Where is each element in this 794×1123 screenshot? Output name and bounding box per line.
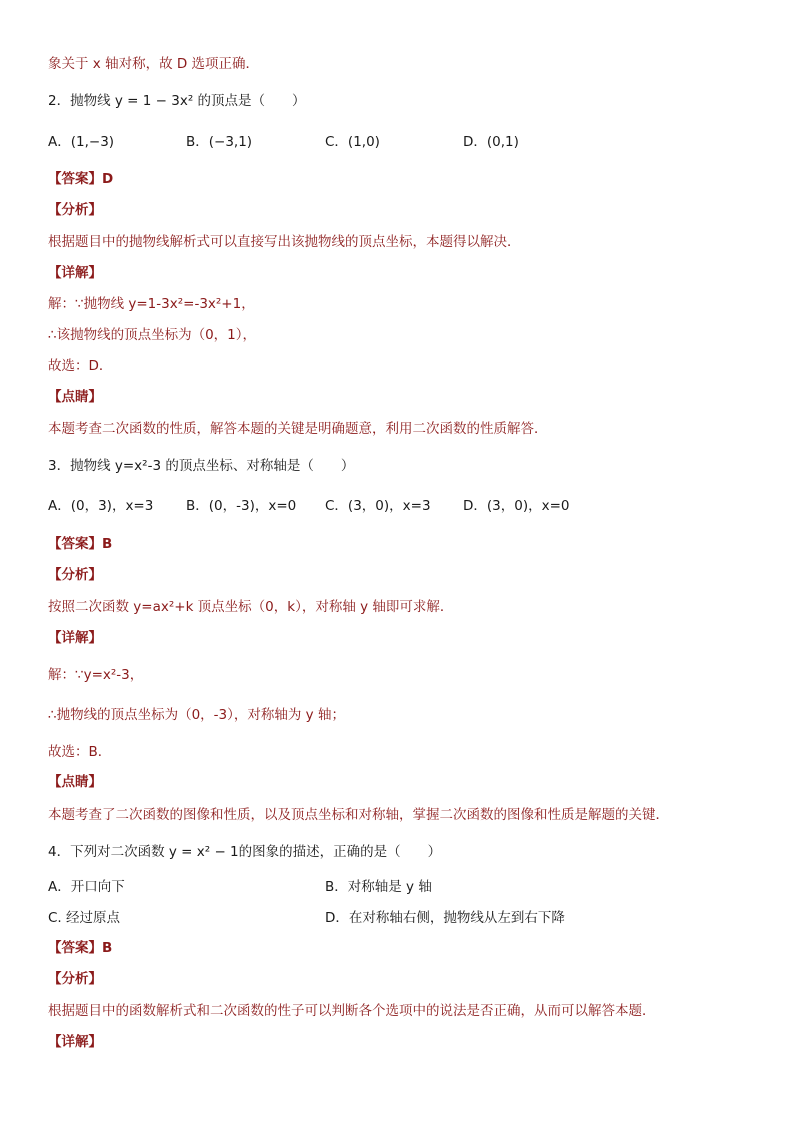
q2-option-a: A．(1,−3) (48, 134, 115, 150)
q2-answer: 【答案】D (48, 171, 114, 187)
q4-detail-tag: 【详解】 (48, 1034, 102, 1050)
q2-detail-3: 故选：D． (48, 358, 113, 374)
q3-detail-2: ∴抛物线的顶点坐标为（0，-3），对称轴为 y 轴； (48, 707, 345, 723)
q3-analysis: 按照二次函数 y=ax²+k 顶点坐标（0，k），对称轴 y 轴即可求解． (48, 599, 454, 615)
q4-option-b: B．对称轴是 y 轴 (325, 879, 432, 895)
q3-option-c: C．(3，0)，x=3 (325, 498, 431, 514)
q3-comment-tag: 【点睛】 (48, 774, 102, 790)
q3-detail-tag: 【详解】 (48, 630, 102, 646)
q2-option-d: D．(0,1) (463, 134, 519, 150)
q2-comment: 本题考查二次函数的性质，解答本题的关键是明确题意，利用二次函数的性质解答． (48, 421, 548, 437)
q4-analysis-tag: 【分析】 (48, 971, 102, 987)
q2-detail-2: ∴该抛物线的顶点坐标为（0，1）， (48, 327, 257, 343)
q2-option-b: B．(−3,1) (186, 134, 253, 150)
q4-analysis: 根据题目中的函数解析式和二次函数的性子可以判断各个选项中的说法是否正确，从而可以解答本题． (48, 1003, 656, 1019)
q3-comment: 本题考查了二次函数的图像和性质，以及顶点坐标和对称轴，掌握二次函数的图像和性质是解题的关键． (48, 807, 669, 823)
q4-answer: 【答案】B (48, 940, 113, 956)
q3-option-a: A．(0，3)，x=3 (48, 498, 154, 514)
q2-comment-tag: 【点睛】 (48, 389, 102, 405)
q2-detail-tag: 【详解】 (48, 265, 102, 281)
q3-detail-3: 故选：B． (48, 744, 112, 760)
q3-option-d: D．(3，0)，x=0 (463, 498, 570, 514)
q3-analysis-tag: 【分析】 (48, 567, 102, 583)
q2-option-c: C．(1,0) (325, 134, 380, 150)
q2-stem: 2．抛物线 y = 1 − 3x² 的顶点是（ ） (48, 93, 306, 109)
q3-answer: 【答案】B (48, 536, 113, 552)
q4-stem: 4．下列对二次函数 y = x² − 1的图象的描述，正确的是（ ） (48, 844, 442, 860)
q2-analysis: 根据题目中的抛物线解析式可以直接写出该抛物线的顶点坐标，本题得以解决． (48, 234, 521, 250)
q2-detail-1: 解：∵抛物线 y=1-3x²=-3x²+1， (48, 296, 255, 312)
q4-option-a: A．开口向下 (48, 879, 125, 895)
q2-analysis-tag: 【分析】 (48, 202, 102, 218)
q3-option-b: B．(0，-3)，x=0 (186, 498, 297, 514)
q3-detail-1: 解：∵y=x²-3， (48, 667, 144, 683)
q4-option-c: C. 经过原点 (48, 910, 121, 926)
q3-stem: 3．抛物线 y=x²-3 的顶点坐标、对称轴是（ ） (48, 458, 355, 474)
continued-text: 象关于 x 轴对称，故 D 选项正确． (48, 56, 260, 72)
q4-option-d: D．在对称轴右侧，抛物线从左到右下降 (325, 910, 565, 926)
